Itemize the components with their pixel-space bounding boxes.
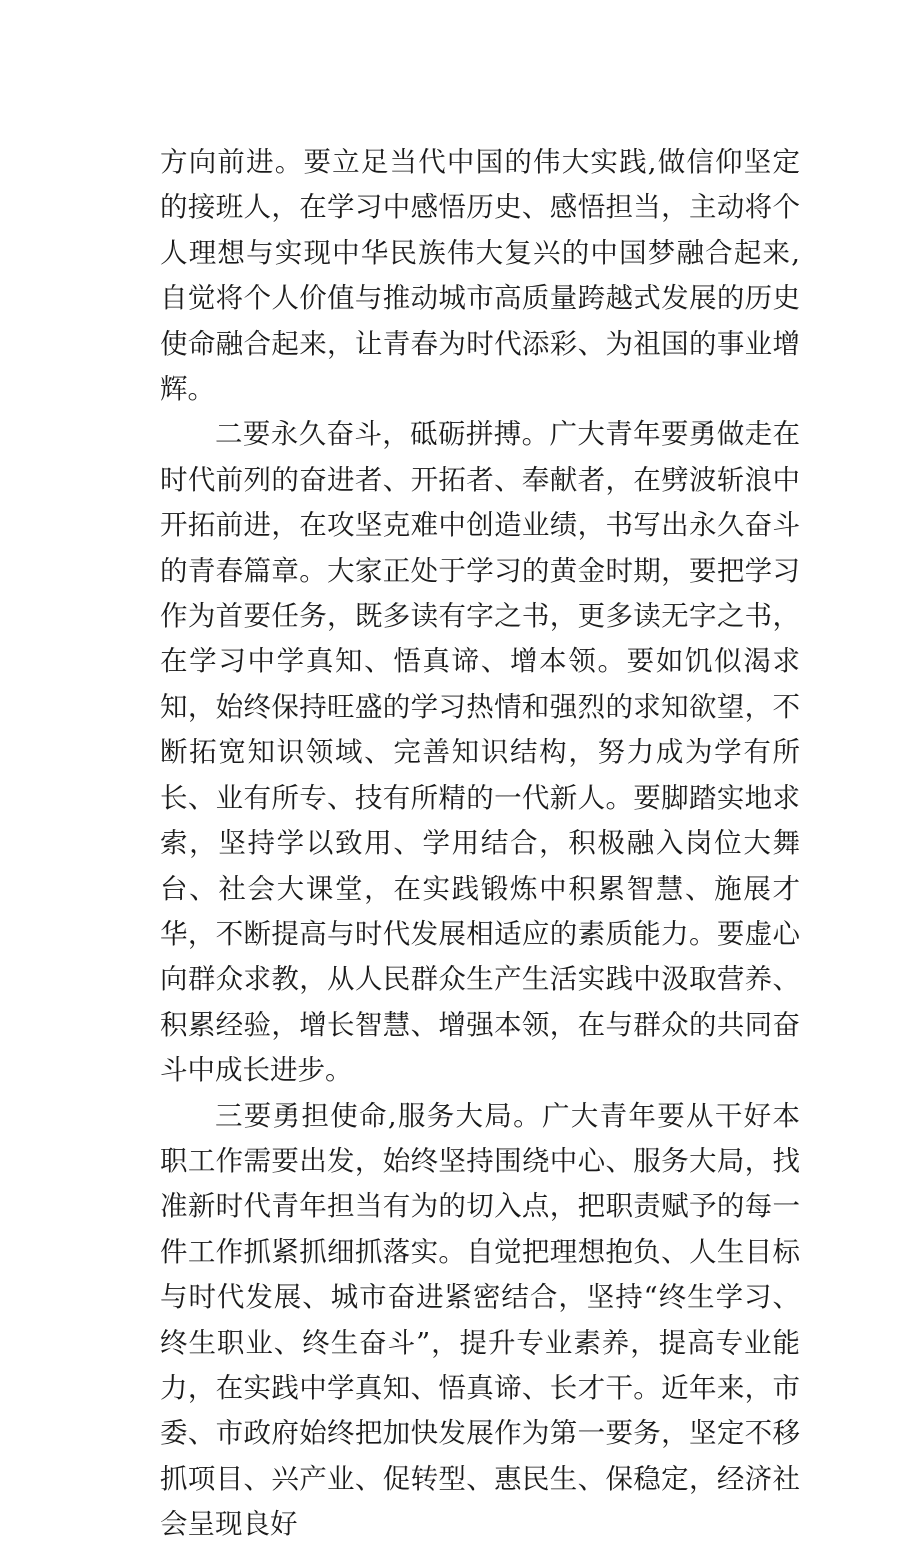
paragraph-continuation: 方向前进。要立足当代中国的伟大实践,做信仰坚定的接班人，在学习中感悟历史、感悟担当，主动将个人理想与实现中华民族伟大复兴的中国梦融合起来,自觉将个人价值与推动城市高质量跨越式发展的历史使命融合起来，让青春为时代添彩、为祖国的事业增辉。	[160, 146, 800, 406]
paragraph-persistent-struggle: 二要永久奋斗，砥砺拼搏。广大青年要勇做走在时代前列的奋进者、开拓者、奉献者，在劈波斩浪中开拓前进，在攻坚克难中创造业绩，书写出永久奋斗的青春篇章。大家正处于学习的黄金时期，要把学习作为首要任务，既多读有字之书，更多读无字之书，在学习中学真知、悟真谛、增本领。要如饥似渴求知，始终保持旺盛的学习热情和强烈的求知欲望，不断拓宽知识领域、完善知识结构，努力成为学有所长、业有所专、技有所精的一代新人。要脚踏实地求索，坚持学以致用、学用结合，积极融入岗位大舞台、社会大课堂，在实践锻炼中积累智慧、施展才华，不断提高与时代发展相适应的素质能力。要虚心向群众求教，从人民群众生产生活实践中汲取营养、积累经验，增长智慧、增强本领，在与群众的共同奋斗中成长进步。	[160, 418, 800, 1087]
document-body	[160, 140, 800, 1548]
paragraph-take-on-mission: 三要勇担使命,服务大局。广大青年要从干好本职工作需要出发，始终坚持围绕中心、服务大局，找准新时代青年担当有为的切入点，把职责赋予的每一件工作抓紧抓细抓落实。自觉把理想抱负、人生目标与时代发展、城市奋进紧密结合，坚持“终生学习、终生职业、终生奋斗”，提升专业素养，提高专业能力，在实践中学真知、悟真谛、长才干。近年来，市委、市政府始终把加快发展作为第一要务，坚定不移抓项目、兴产业、促转型、惠民生、保稳定，经济社会呈现良好	[160, 1099, 800, 1541]
